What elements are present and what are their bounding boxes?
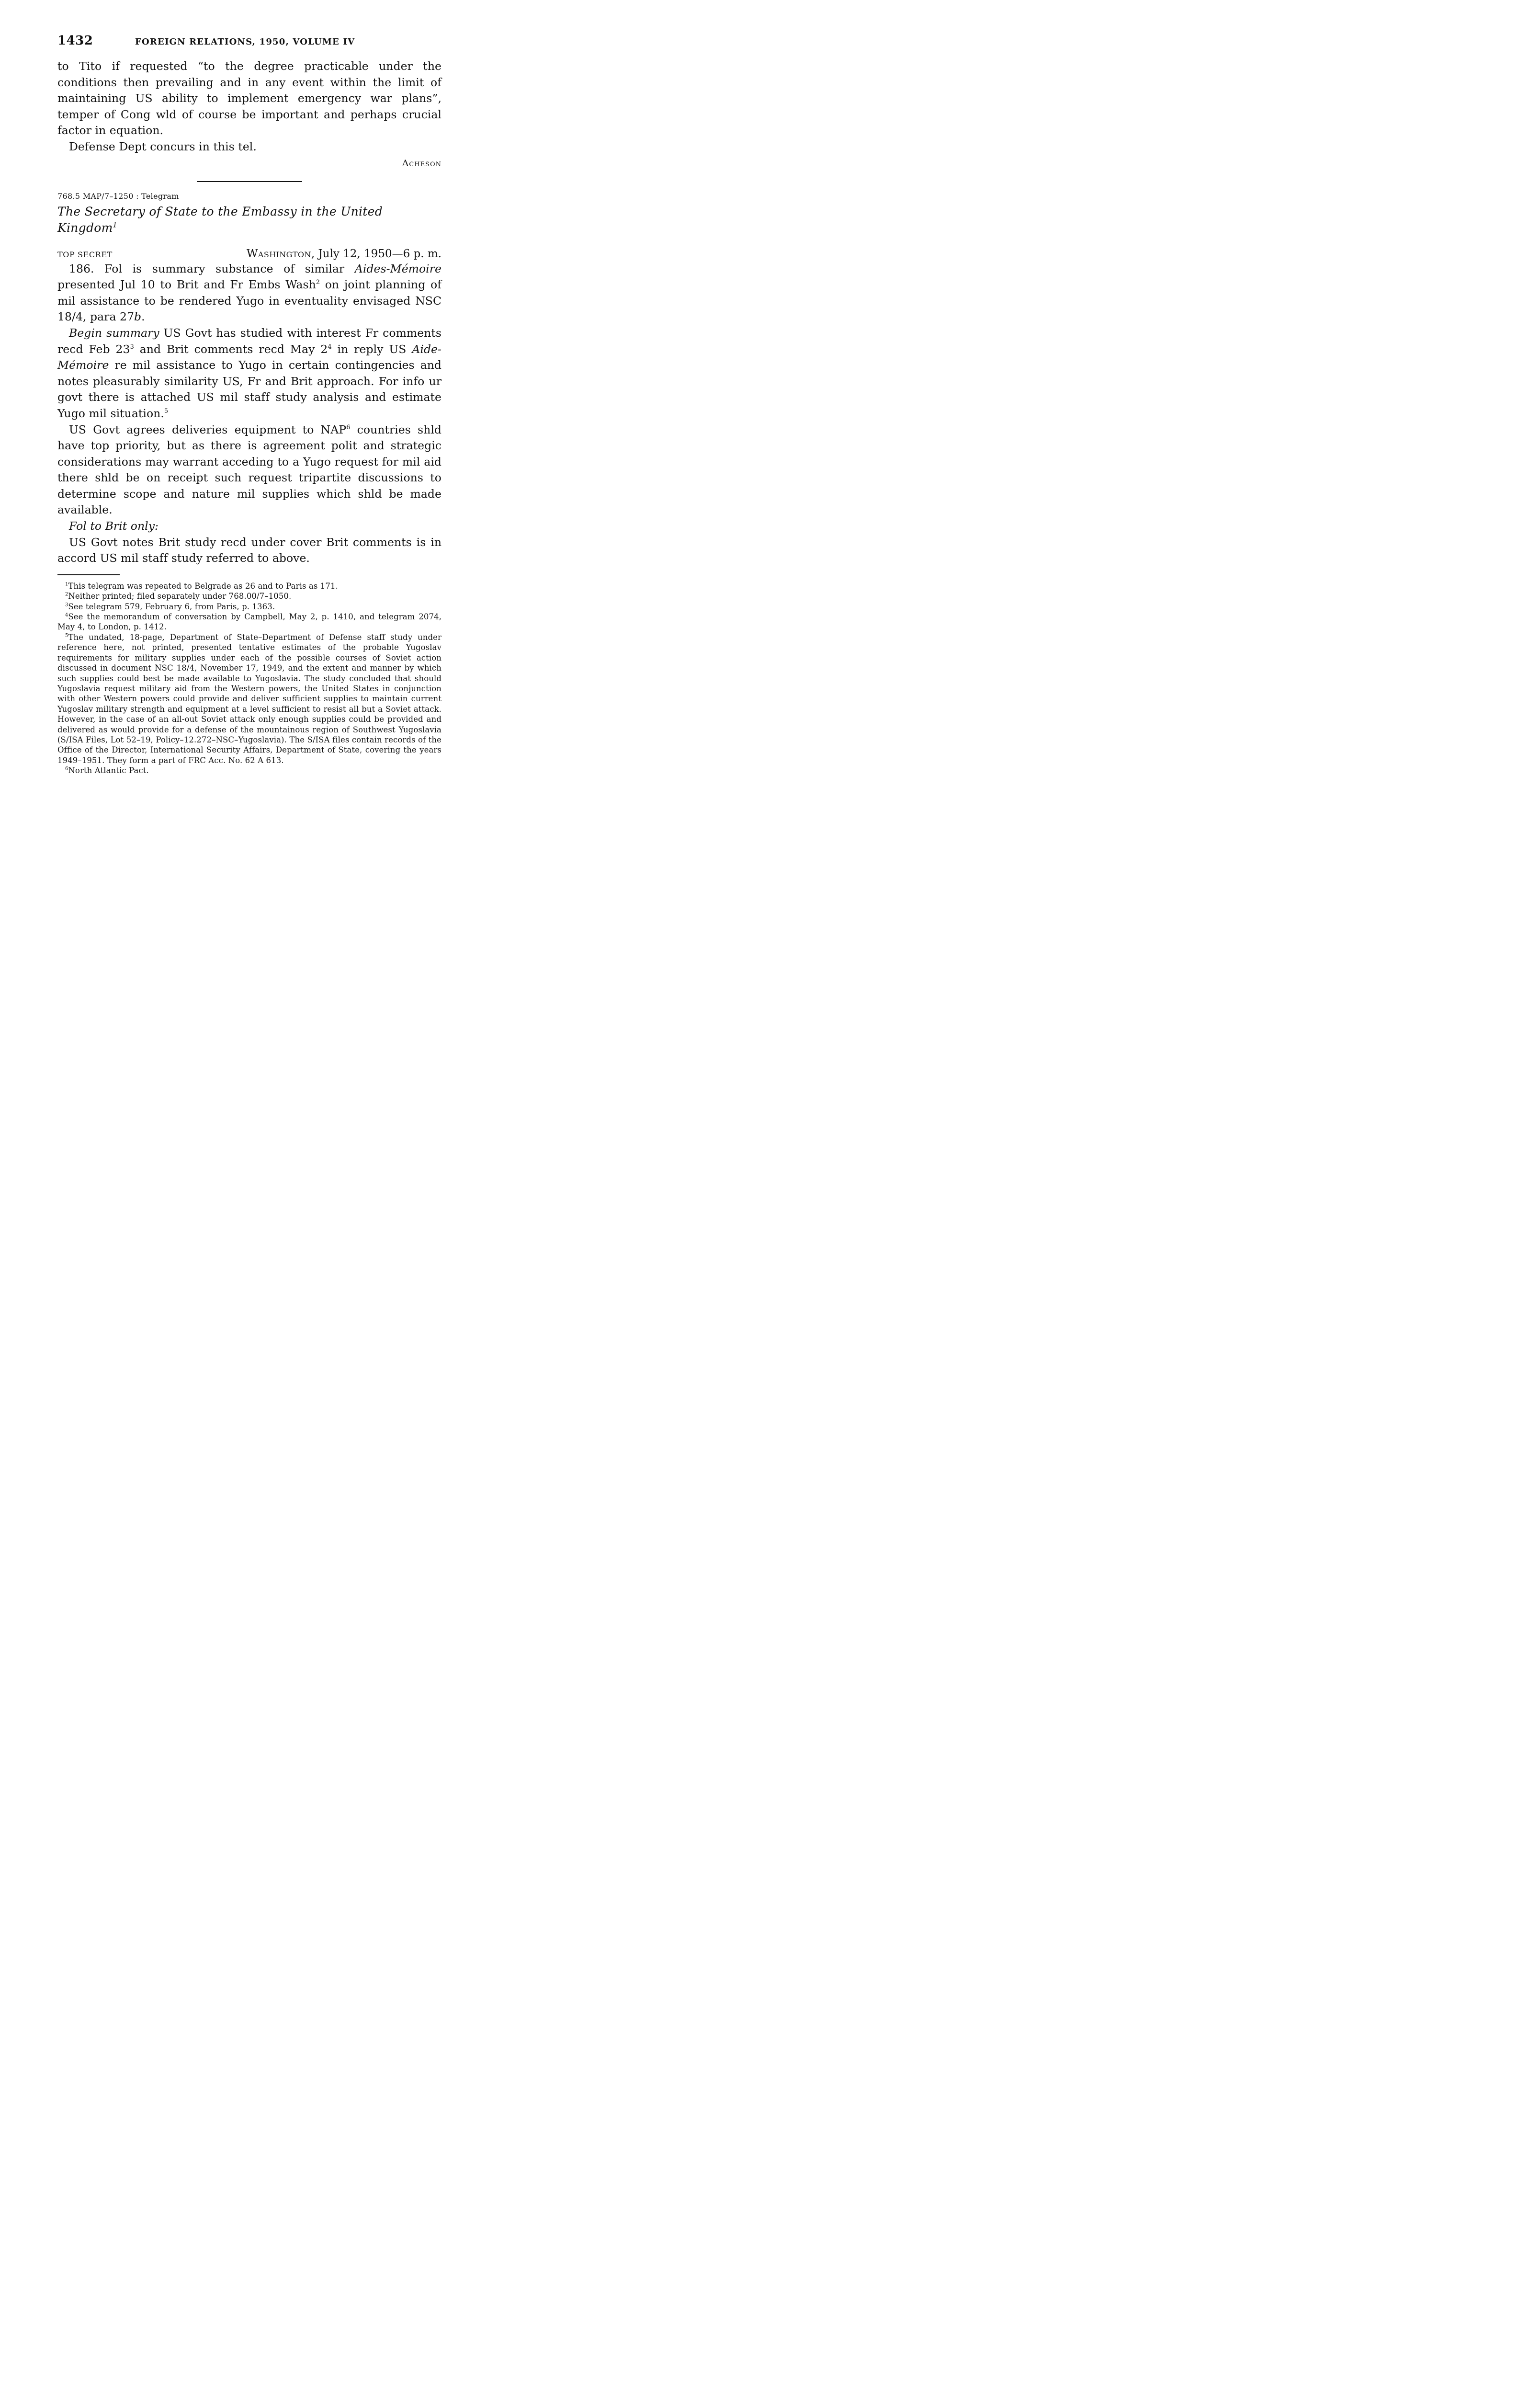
telegram-paragraph-1	[57, 261, 442, 325]
telegram-paragraph-4	[57, 518, 442, 535]
classification: TOP SECRET	[57, 250, 113, 259]
footnote-ref-4[interactable]: 4	[328, 343, 332, 351]
footnote-text: North Atlantic Pact.	[68, 766, 149, 776]
text-run: 186. Fol is summary substance of similar	[69, 262, 355, 275]
footnote-text: See telegram 579, February 6, from Paris, p. 1363.	[68, 602, 275, 611]
running-title: FOREIGN RELATIONS, 1950, VOLUME IV	[135, 37, 355, 47]
italic-run: Aide-Mémoire	[57, 342, 442, 372]
text-run: on joint planning of mil assistance to be rendered Yugo in eventuality envisaged NSC 18/4, para 27	[57, 278, 442, 324]
footnote-4	[57, 612, 442, 632]
page-number: 1432	[57, 34, 93, 48]
footnote-text: See the memorandum of conversation by Campbell, May 2, p. 1410, and telegram 2074, May 4, to London, p. 1412.	[57, 612, 442, 632]
telegram-paragraph-3	[57, 422, 442, 519]
footnote-ref-6[interactable]: 6	[346, 423, 351, 431]
dateline-date: , July 12, 1950—6 p. m.	[311, 247, 442, 260]
footnote-5	[57, 632, 442, 765]
continuation-paragraph: to Tito if requested “to the degree practicable under the conditions then prevailing and in any event within the limit of maintaining US ability to implement emergency war plans”, temper of Cong wld of course be important and perhaps crucial factor in equation.	[57, 59, 442, 137]
telegram-paragraph-2	[57, 325, 442, 422]
document-title	[57, 204, 442, 236]
text-run: re mil assistance to Yugo in certain contingencies and notes pleasurably similarity US, Fr and Brit approach. For info ur govt there is attached US mil staff study analysis and estimate Yugo mil situation.	[57, 358, 442, 420]
footnote-ref-5[interactable]: 5	[164, 408, 169, 415]
text-run: .	[141, 310, 145, 324]
footnote-number: 2	[65, 592, 68, 597]
footnote-number: 3	[65, 602, 68, 608]
footnote-6	[57, 765, 442, 776]
signature-name: Acheson	[402, 158, 442, 169]
text-run: in reply US	[331, 342, 412, 356]
page-header	[57, 34, 441, 53]
page-body	[57, 58, 442, 776]
footnote-divider	[57, 574, 120, 575]
footnote-1	[57, 581, 442, 591]
footnote-ref-3[interactable]: 3	[130, 343, 134, 351]
concurrence-paragraph: Defense Dept concurs in this tel.	[69, 139, 257, 153]
footnote-2	[57, 591, 442, 601]
text-run: countries shld have top priority, but as there is agreement polit and strategic considerations may warrant acceding to a Yugo request for mil aid there shld be on receipt such request tripartite discussions to determine scope and nature mil supplies which shld be made available.	[57, 422, 442, 517]
document-title-text: The Secretary of State to the Embassy in the United Kingdom	[57, 204, 383, 235]
text-run: presented Jul 10 to Brit and Fr Embs Wash	[57, 278, 316, 292]
italic-run: Aides-Mémoire	[354, 262, 442, 275]
section-divider	[197, 181, 302, 182]
footnote-ref-1[interactable]: 1	[113, 221, 117, 229]
dateline-place: Washington	[246, 247, 311, 260]
footnote-number: 5	[65, 633, 68, 639]
footnote-3	[57, 602, 442, 612]
footnote-text: This telegram was repeated to Belgrade as 26 and to Paris as 171.	[68, 581, 338, 591]
footnotes	[57, 581, 442, 776]
footnote-text: Neither printed; filed separately under 768.00/7–1050.	[68, 592, 292, 601]
telegram-paragraph-5: US Govt notes Brit study recd under cover Brit comments is in accord US mil staff study referred to above.	[57, 535, 442, 565]
footnote-text: The undated, 18-page, Department of State–Department of Defense staff study under reference here, not printed, presented tentative estimates of the probable Yugoslav requirements for military supplies under each of the possible courses of Soviet action discussed in document NSC 18/4, November 17, 1949, and the extent and manner by which such supplies could best be made available to Yugoslavia. The study concluded that should Yugoslavia request military aid from the Western powers, the United States in conjunction with other Western powers could provide and deliver sufficient supplies to maintain current Yugoslav military strength and equipment at a level sufficient to resist all but a Soviet attack. However, in the case of an all-out Soviet attack only enough supplies could be provided and delivered as would provide for a defense of the mountainous region of Southwest Yugoslavia (S/ISA Files, Lot 52–19, Policy–12.272–NSC–Yugoslavia). The S/ISA files contain records of the Office of the Director, International Security Affairs, Department of State, covering the years 1949–1951. They form a part of FRC Acc. No. 62 A 613.	[57, 632, 442, 765]
italic-run: Begin summary	[69, 326, 159, 340]
text-run: and Brit comments recd May 2	[134, 342, 328, 356]
footnote-ref-2[interactable]: 2	[316, 279, 320, 286]
signature	[57, 155, 442, 171]
footnote-number: 4	[65, 612, 68, 618]
classification-line	[57, 248, 442, 260]
footnote-number: 6	[65, 766, 68, 772]
footnote-number: 1	[65, 582, 68, 587]
dateline	[247, 248, 442, 260]
document-reference: 768.5 MAP/7–1250 : Telegram	[57, 191, 179, 201]
italic-run: Fol to Brit only:	[69, 519, 159, 533]
text-run: US Govt agrees deliveries equipment to NAP	[69, 422, 347, 436]
italic-run: b	[134, 310, 142, 324]
text-run: US Govt has studied with interest Fr comments recd Feb 23	[57, 326, 442, 356]
document-page	[0, 0, 460, 776]
